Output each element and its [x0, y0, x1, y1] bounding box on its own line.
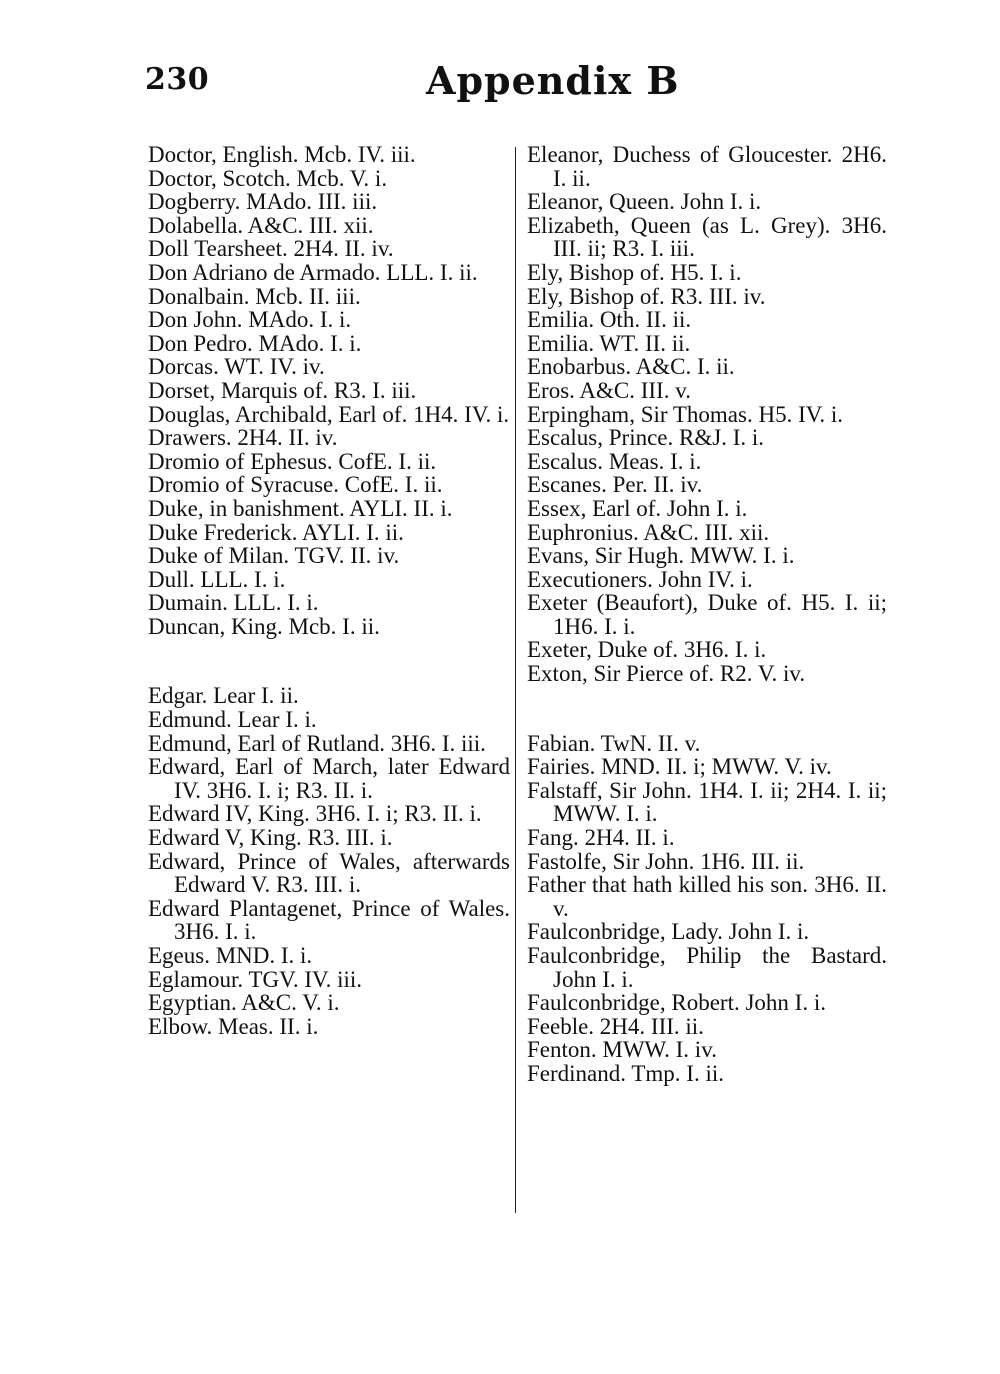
index-entry: Dolabella. A&C. III. xii.	[148, 212, 374, 238]
index-entry: Fenton. MWW. I. iv.	[527, 1037, 717, 1063]
index-entry: Fang. 2H4. II. i.	[527, 825, 675, 851]
index-entry: Erpingham, Sir Thomas. H5. IV. i.	[527, 401, 844, 427]
right-column	[527, 143, 887, 1086]
index-entry: Don Adriano de Armado. LLL. I. ii.	[148, 259, 478, 285]
index-entry: Duke Frederick. AYLI. I. ii.	[148, 519, 404, 545]
index-entry: Eros. A&C. III. v.	[527, 377, 691, 403]
index-entry: Faulconbridge, Robert. John I. i.	[527, 990, 826, 1016]
index-entry: Escalus, Prince. R&J. I. i.	[527, 425, 764, 451]
left-column	[148, 143, 510, 1038]
index-entry: Euphronius. A&C. III. xii.	[527, 519, 770, 545]
index-entry: Egeus. MND. I. i.	[148, 943, 313, 968]
index-entry: Fastolfe, Sir John. 1H6. III. ii.	[527, 848, 805, 874]
index-entry: Faulconbridge, Lady. John I. i.	[527, 919, 810, 945]
index-entry: Elbow. Meas. II. i.	[148, 1013, 319, 1039]
index-entry: Dorcas. WT. IV. iv.	[148, 354, 325, 380]
index-entry: Dromio of Syracuse. CofE. I. ii.	[148, 472, 443, 498]
index-entry: Edward IV, King. 3H6. I. i; R3. II. i.	[148, 801, 482, 827]
index-entry: Eglamour. TGV. IV. iii.	[148, 966, 363, 992]
index-entry: Escanes. Per. II. iv.	[527, 472, 703, 498]
index-entry: Doctor, English. Mcb. IV. iii.	[148, 142, 416, 167]
index-entry: Elizabeth, Queen (as L. Grey). 3H6. III. ii; R3. I. iii.	[527, 212, 887, 262]
index-entry: Dull. LLL. I. i.	[148, 566, 286, 592]
index-entry: Father that hath killed his son. 3H6. II. v.	[527, 872, 887, 921]
index-entry: Duke of Milan. TGV. II. iv.	[148, 543, 400, 569]
index-entry: Dumain. LLL. I. i.	[148, 590, 319, 616]
index-entry: Doll Tearsheet. 2H4. II. iv.	[148, 236, 394, 262]
index-entry: Feeble. 2H4. III. ii.	[527, 1013, 704, 1039]
index-entry: Executioners. John IV. i.	[527, 566, 753, 592]
index-entry: Eleanor, Duchess of Gloucester. 2H6. I. ii.	[527, 142, 887, 191]
index-entry: Egyptian. A&C. V. i.	[148, 990, 340, 1016]
index-entry: Fairies. MND. II. i; MWW. V. iv.	[527, 754, 832, 780]
index-entry: Drawers. 2H4. II. iv.	[148, 425, 338, 451]
index-entry: Essex, Earl of. John I. i.	[527, 495, 748, 521]
index-entry: Ely, Bishop of. R3. III. iv.	[527, 283, 766, 309]
index-entry: Exton, Sir Pierce of. R2. V. iv.	[527, 661, 806, 687]
index-entry: Ferdinand. Tmp. I. ii.	[527, 1060, 724, 1086]
index-entry: Faulconbridge, Philip the Bastard. John I. i.	[527, 943, 887, 992]
index-entry: Edward, Prince of Wales, afterwards Edward V. R3. III. i.	[148, 848, 510, 898]
index-entry: Don Pedro. MAdo. I. i.	[148, 330, 362, 356]
index-entry: Edward Plantagenet, Prince of Wales. 3H6. I. i.	[148, 895, 510, 945]
index-entry: Dromio of Ephesus. CofE. I. ii.	[148, 448, 437, 474]
index-entry: Duke, in banishment. AYLI. II. i.	[148, 495, 453, 521]
index-entry: Edward V, King. R3. III. i.	[148, 825, 393, 851]
index-entry: Emilia. WT. II. ii.	[527, 330, 691, 356]
index-entry: Don John. MAdo. I. i.	[148, 307, 352, 333]
index-entry: Evans, Sir Hugh. MWW. I. i.	[527, 543, 795, 569]
index-entry: Doctor, Scotch. Mcb. V. i.	[148, 165, 388, 191]
index-entry: Dorset, Marquis of. R3. I. iii.	[148, 377, 417, 403]
index-entry: Exeter, Duke of. 3H6. I. i.	[527, 637, 767, 663]
index-entry: Edmund. Lear I. i.	[148, 707, 317, 733]
index-entry: Duncan, King. Mcb. I. ii.	[148, 613, 380, 639]
index-entry: Eleanor, Queen. John I. i.	[527, 189, 762, 215]
page-number: 230	[145, 62, 210, 97]
index-entry: Escalus. Meas. I. i.	[527, 448, 702, 474]
page-title: Appendix B	[426, 58, 680, 103]
index-entry: Fabian. TwN. II. v.	[527, 730, 701, 756]
column-divider	[515, 147, 516, 1213]
index-entry: Emilia. Oth. II. ii.	[527, 307, 692, 333]
index-entry: Edmund, Earl of Rutland. 3H6. I. iii.	[148, 730, 486, 756]
index-entry: Exeter (Beaufort), Duke of. H5. I. ii; 1H6. I. i.	[527, 590, 887, 639]
index-entry: Enobarbus. A&C. I. ii.	[527, 354, 735, 380]
index-entry: Douglas, Archibald, Earl of. 1H4. IV. i.	[148, 401, 510, 427]
index-entry: Donalbain. Mcb. II. iii.	[148, 283, 361, 309]
index-entry: Falstaff, Sir John. 1H4. I. ii; 2H4. I. ii; MWW. I. i.	[527, 777, 887, 827]
index-entry: Edgar. Lear I. ii.	[148, 683, 299, 709]
index-entry: Edward, Earl of March, later Edward IV. 3H6. I. i; R3. II. i.	[148, 754, 510, 803]
index-entry: Ely, Bishop of. H5. I. i.	[527, 259, 742, 285]
index-entry: Dogberry. MAdo. III. iii.	[148, 189, 378, 215]
